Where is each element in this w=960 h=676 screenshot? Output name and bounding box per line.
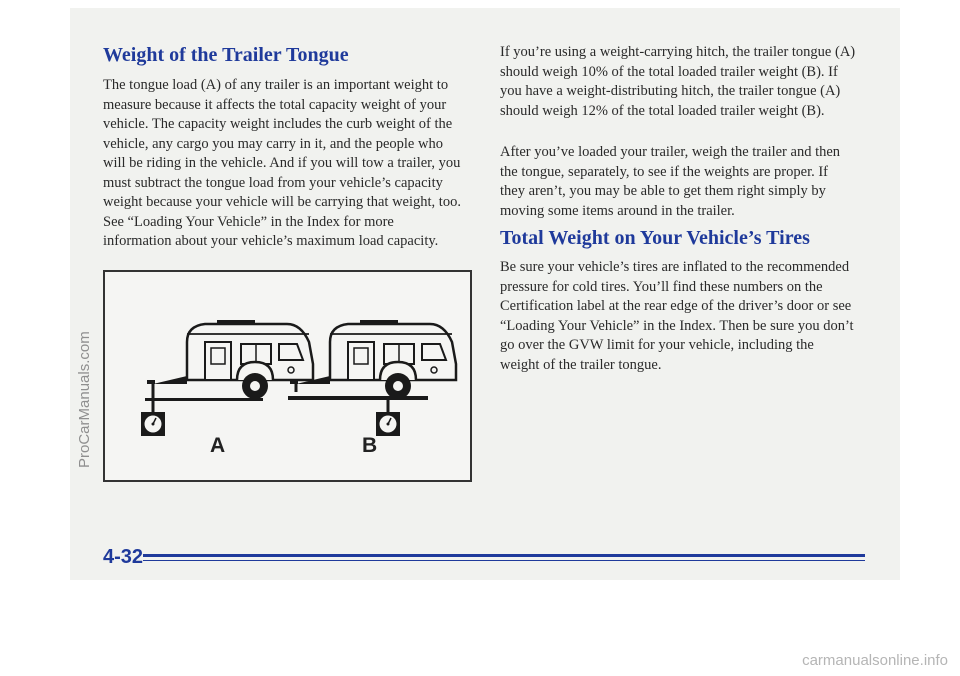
weigh-paragraph: After you’ve loaded your trailer, weigh the trailer and then the tongue, separately, to see if the weights are proper. If they aren’t, you may be able to get them right simply by moving some items around in the trailer. — [500, 144, 841, 219]
trailer-icon — [290, 320, 456, 399]
section-heading-tires: Total Weight on Your Vehicle’s Tires — [500, 227, 810, 249]
watermark-left: ProCarManuals.com — [76, 331, 93, 468]
trailer-icon — [147, 320, 313, 399]
tires-paragraph: Be sure your vehicle’s tires are inflated to the recommended pressure for cold tires. You’ll find these numbers on the Certification label at the rear edge of the driver’s door or see “Loading Your Vehicle” in the Index. Then be sure you don’t go over the GVW limit for your vehicle, including the weight of the trailer tongue. — [500, 259, 854, 373]
watermark-bottom: carmanualsonline.info — [802, 652, 948, 669]
figure-label-a: A — [210, 434, 226, 457]
trailer-weighing-figure — [103, 270, 472, 482]
tongue-weight-paragraph: The tongue load (A) of any trailer is an important weight to measure because it affects the total capacity weight of your vehicle. The capacity weight includes the curb weight of the vehicle, any cargo you may carry in it, and the people who will be riding in the vehicle. And if you will tow a trailer, you must subtract the tongue load from your vehicle’s capacity weight because your vehicle will be carrying that weight, too. See “Loading Your Vehicle” in the Index for more information about your vehicle’s maximum load capacity. — [103, 77, 461, 249]
platform-line — [288, 396, 428, 400]
scale-icon — [141, 412, 165, 436]
hitch-paragraph: If you’re using a weight-carrying hitch, the trailer tongue (A) should weigh 10% of the total loaded trailer weight (B). If you have a weight-distributing hitch, the trailer tongue (A) should weigh 12% of the total loaded trailer weight (B). — [500, 44, 856, 119]
trailer-illustration — [105, 272, 470, 480]
footer-rule-thin — [143, 560, 865, 561]
footer-rule — [143, 554, 865, 557]
ground-line — [145, 398, 263, 401]
section-heading-tongue-weight: Weight of the Trailer Tongue — [103, 44, 349, 66]
page-number: 4-32 — [103, 546, 144, 568]
scale-icon — [376, 412, 400, 436]
figure-label-b: B — [362, 434, 378, 457]
